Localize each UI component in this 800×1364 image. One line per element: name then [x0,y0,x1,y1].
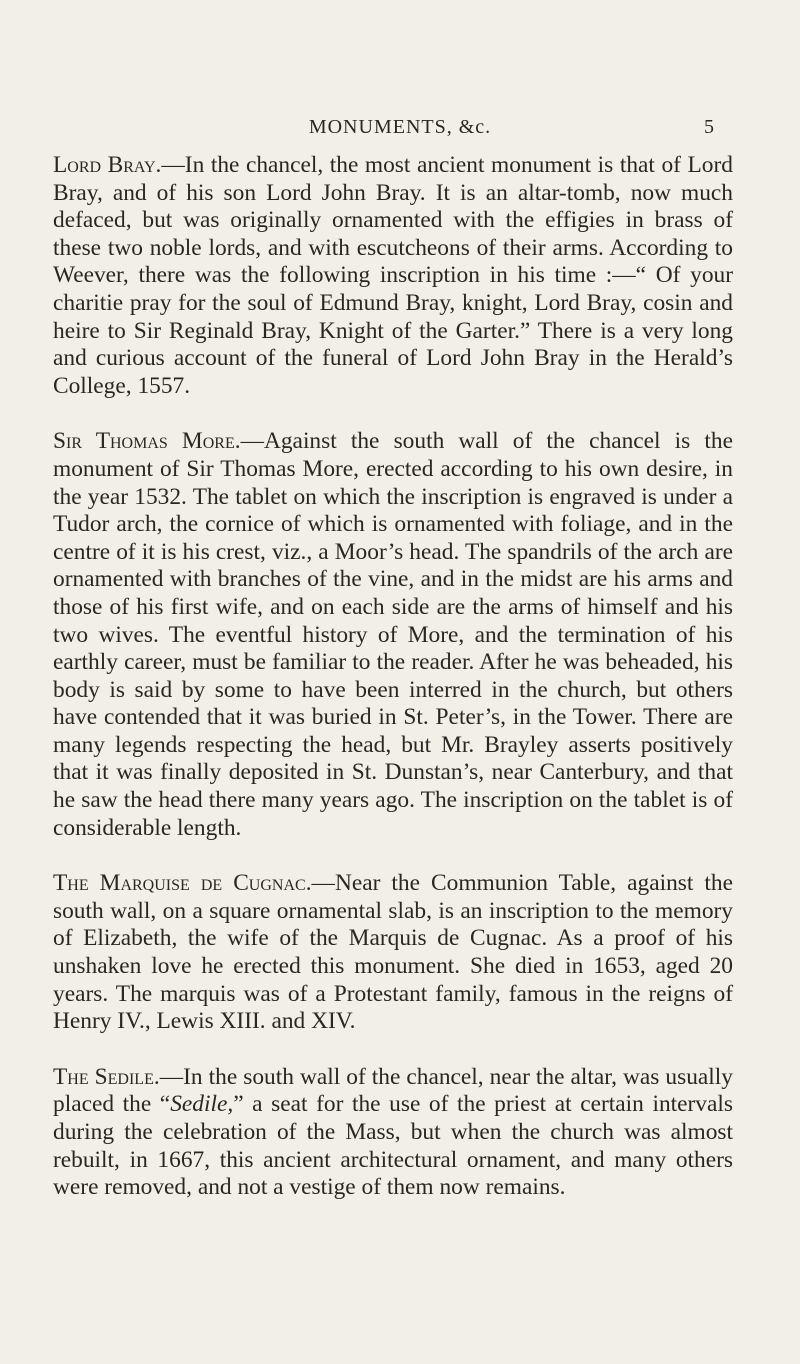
italic-term: Sedile, [170,1091,234,1118]
running-head [0,116,800,146]
paragraph-sir-thomas-more [53,428,733,842]
paragraph-text-tail: ” a seat for the use of the priest at certain intervals during the celebration of the Mass, but when the church was almost rebuilt, in 1667, this ancient architectural ornament, and many others were removed, and not a vestige of them now remains. [53,1091,733,1201]
paragraph-text: —Near the Communion Table, against the south wall, on a square ornamental slab, is an inscription to the memory of Elizabeth, the wife of the Marquis de Cugnac. As a proof of his unshaken love he erected this monument. She died in 1653, aged 20 years. The marquis was of a Protestant family, famous in the reigns of Henry IV., Lewis XIII. and XIV. [53,870,733,1035]
page-header-title: MONUMENTS, &c. [308,116,492,138]
body-text [53,152,733,1230]
paragraph-marquise-de-cugnac [53,870,733,1036]
page-number: 5 [704,116,714,138]
paragraph-text: —Against the south wall of the chancel is the monument of Sir Thomas More, erected according to his own desire, in the year 1532. The tablet on which the inscription is engraved is under a Tudor arch, the cornice of which is ornamented with foliage, and in the centre of it is his crest, viz., a Moor’s head. The spandrils of the arch are ornamented with branches of the vine, and in the midst are his arms and those of his first wife, and on each side are the arms of himself and his two wives. The eventful history of More, and the termination of his earthly career, must be familiar to the reader. After he was beheaded, his body is said by some to have been interred in the church, but others have contended that it was buried in St. Peter’s, in the Tower. There are many legends respecting the head, but Mr. Brayley asserts positively that it was finally deposited in St. Dunstan’s, near Canterbury, and that he saw the head there many years ago. The inscription on the tablet is of considerable length. [53,428,733,841]
paragraph-text: —In the chancel, the most ancient monument is that of Lord Bray, and of his son Lord John Bray. It is an altar-tomb, now much defaced, but was originally ornamented with the effigies in brass of these two noble lords, and with escutcheons of their arms. According to Weever, there was the following inscription in his time :—“ Of your charitie pray for the soul of Edmund Bray, knight, Lord Bray, cosin and heire to Sir Reginald Bray, Knight of the Garter.” There is a very long and curious account of the funeral of Lord John Bray in the Herald’s College, 1557. [53,152,733,399]
paragraph-sedile [53,1064,733,1202]
section-heading: Sir Thomas More. [53,428,241,455]
section-heading: The Marquise de Cugnac. [53,870,312,897]
section-heading: The Sedile. [53,1063,160,1090]
section-heading: Lord Bray. [53,152,162,178]
paragraph-text: —In the south wall of the chancel, near the altar, was usually placed the “ [53,1063,733,1118]
paragraph-lord-bray [53,152,733,400]
